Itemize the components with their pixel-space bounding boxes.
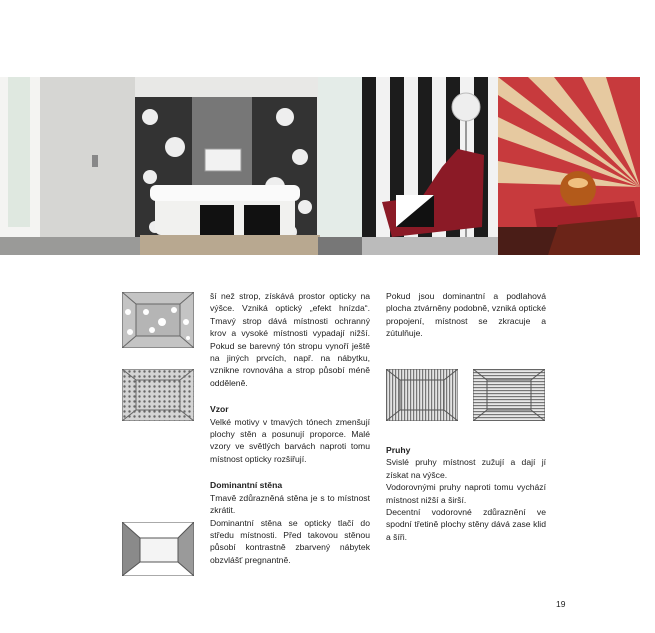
connection-paragraph: Pokud jsou dominantní a podlahová plocha ztvárněny podobně, vzniká optické propojení, místnost se zkracuje a zútulňuje.	[386, 291, 546, 339]
room-photo-stripes	[362, 77, 498, 255]
page-number: 19	[556, 599, 566, 609]
dominant-wall-paragraph-1: Tmavě zdůrazněná stěna je s to místnost zkrátit.	[210, 492, 370, 516]
room-photo-floral	[0, 77, 362, 255]
dominant-wall-paragraph-2: Dominantní stěna se opticky tlačí do středu místnosti. Před takovou stěnou působí kontrastně zbarvený nábytek obzvlášť pregnantně.	[210, 517, 370, 565]
stripes-section	[386, 444, 546, 543]
column-left	[210, 290, 370, 566]
dominant-wall-diagram	[122, 522, 194, 581]
stripes-paragraph-1: Svislé pruhy místnost zužují a dají jí získat na výšce.	[386, 457, 546, 480]
dominant-wall-heading: Dominantní stěna	[210, 480, 283, 491]
vzor-heading: Vzor	[210, 404, 229, 415]
dotted-room-diagram	[122, 369, 194, 426]
vzor-paragraph: Velké motivy v tmavých tónech zmenšují plochy stěn a posunují proporce. Malé vzory ve světlých barvách naproti tomu místnost opticky rozšiřují.	[210, 416, 370, 464]
stripes-paragraph-2: Vodorovnými pruhy naproti tomu vychází místnost nižší a širší.	[386, 482, 546, 505]
room-photo-red-stripes	[498, 77, 640, 255]
column-right	[386, 290, 546, 340]
stripes-heading: Pruhy	[386, 445, 411, 455]
floral-room-diagram	[122, 292, 194, 353]
horizontal-stripes-diagram	[473, 369, 545, 426]
vertical-stripes-diagram	[386, 369, 458, 426]
stripes-paragraph-3: Decentní vodorovné zdůraznění ve spodní třetině plochy stěny dává zase klid a šíři.	[386, 507, 546, 542]
intro-paragraph: ší než strop, získává prostor opticky na výšce. Vzniká optický „efekt hnízda“. Tmavý strop dává místnosti ochranný krov a vysoké místnosti vypadají nižší. Pokud se barevný tón stropu vynoří ještě na jiných prvcích, např. na nábytku, vznikne rovnováha a strop působí méně odděleně.	[210, 291, 370, 388]
